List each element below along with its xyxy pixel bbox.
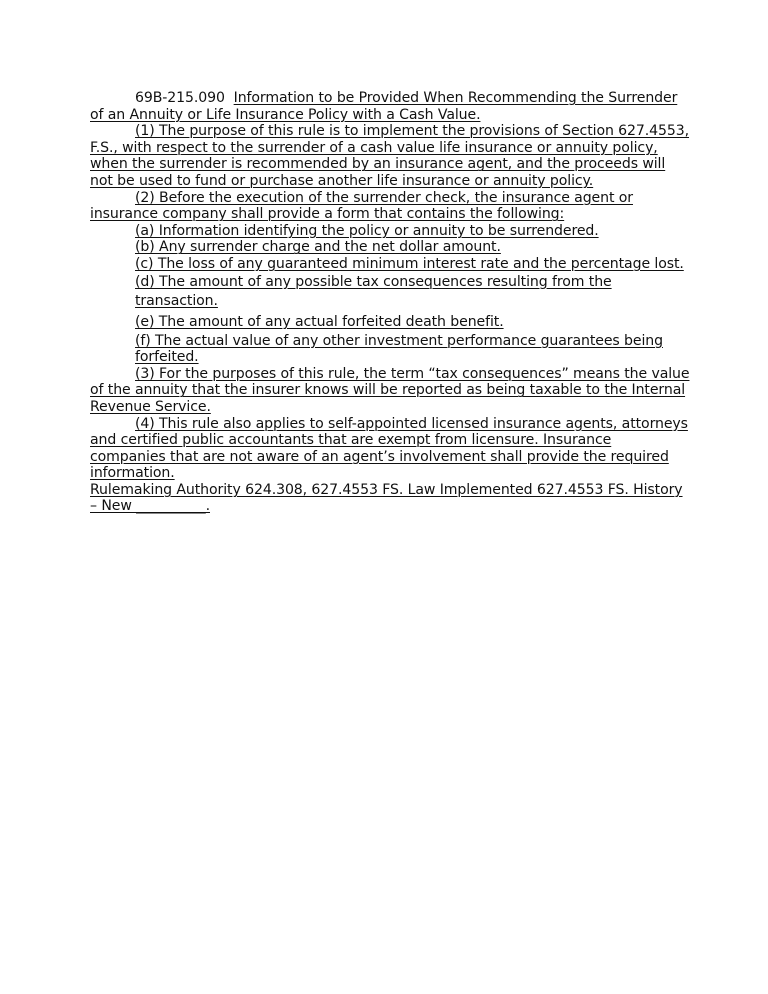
- list-item-d: (d) The amount of any possible tax consequences resulting from the transaction.: [135, 273, 612, 310]
- list-item-c: (c) The loss of any guaranteed minimum interest rate and the percentage lost.: [135, 255, 684, 272]
- rule-title: Information to be Provided When Recommending the Surrender of an Annuity or Life Insurance Policy with a Cash Value.: [90, 90, 678, 123]
- rule-heading: [90, 90, 690, 123]
- list-item-f: (f) The actual value of any other investment performance guarantees being forfeited.: [135, 332, 663, 366]
- rulemaking-authority: Rulemaking Authority 624.308, 627.4553 FS. Law Implemented 627.4553 FS. History – New __________.: [90, 481, 683, 515]
- list-item-e: (e) The amount of any actual forfeited death benefit.: [135, 313, 504, 330]
- paragraph-1: (1) The purpose of this rule is to implement the provisions of Section 627.4553, F.S., with respect to the surrender of a cash value life insurance or annuity policy, when the surrender is recommended by an insurance agent, and the proceeds will not be used to fund or purchase another life insurance or annuity policy.: [90, 123, 690, 189]
- list-item-b: (b) Any surrender charge and the net dollar amount.: [135, 239, 501, 256]
- document-page: [90, 90, 690, 515]
- list-item-a: (a) Information identifying the policy or annuity to be surrendered.: [135, 222, 599, 239]
- paragraph-3: (3) For the purposes of this rule, the term “tax consequences” means the value of the annuity that the insurer knows will be reported as being taxable to the Internal Revenue Service.: [90, 365, 690, 415]
- paragraph-4: (4) This rule also applies to self-appointed licensed insurance agents, attorneys and certified public accountants that are exempt from licensure. Insurance companies that are not aware of an agent’s involvement shall provide the required information.: [90, 415, 688, 482]
- rule-number: 69B-215.090: [135, 90, 225, 106]
- paragraph-2: (2) Before the execution of the surrender check, the insurance agent or insurance company shall provide a form that contains the following:: [90, 189, 633, 223]
